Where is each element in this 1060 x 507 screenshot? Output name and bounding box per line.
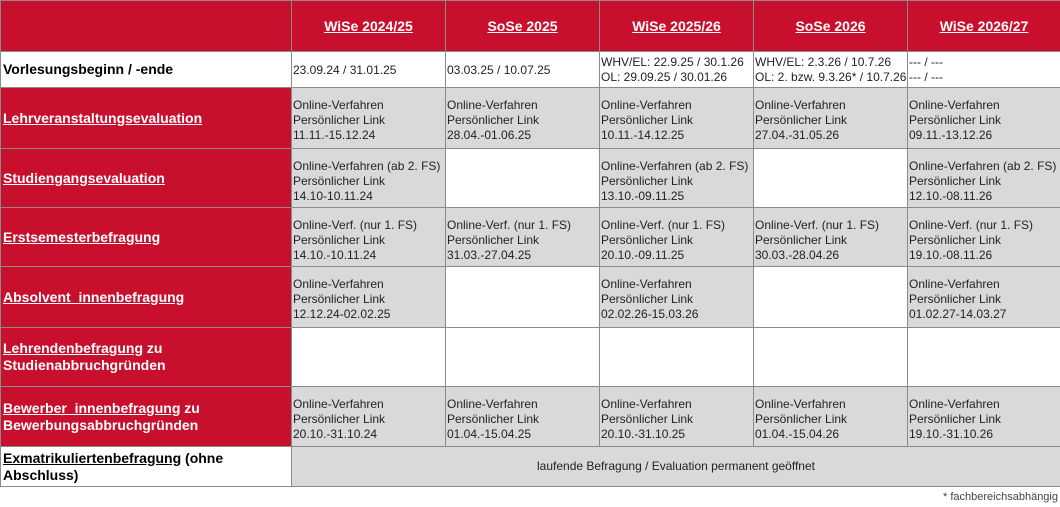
schedule-cell	[908, 387, 1060, 447]
cell-text: Persönlicher Link	[293, 233, 386, 247]
cell-text: Online-Verfahren	[447, 98, 538, 112]
cell-text: Online-Verfahren	[293, 277, 384, 291]
cell-text: Persönlicher Link	[909, 412, 1002, 426]
schedule-cell	[446, 328, 600, 387]
cell-text: 12.12.24-02.02.25	[293, 307, 391, 321]
schedule-cell	[600, 88, 754, 149]
row-label	[1, 208, 292, 267]
cell-text: Persönlicher Link	[909, 233, 1002, 247]
cell-text: Online-Verfahren	[601, 277, 692, 291]
cell-text: 10.11.-14.12.25	[601, 128, 685, 142]
header-corner	[1, 1, 292, 52]
schedule-cell	[446, 52, 600, 88]
row-label-text: Bewerbungsabbruchgründen	[3, 416, 199, 433]
cell-text: 28.04.-01.06.25	[447, 128, 532, 142]
row-label	[1, 267, 292, 328]
cell-text: 11.11.-15.12.24	[293, 128, 376, 142]
cell-text: WHV/EL: 2.3.26 / 10.7.26	[755, 55, 892, 69]
cell-text: --- / ---	[909, 55, 943, 69]
cell-text: Persönlicher Link	[293, 292, 386, 306]
lecture-period-row	[1, 52, 1060, 88]
row-label	[1, 447, 292, 487]
cell-text: Online-Verfahren (ab 2. FS)	[601, 159, 749, 173]
cell-text: 23.09.24 / 31.01.25	[293, 63, 397, 77]
cell-text: Persönlicher Link	[601, 412, 694, 426]
cell-text: 09.11.-13.12.26	[909, 128, 993, 142]
semester-label: WiSe 2026/27	[939, 17, 1029, 34]
program-evaluation-row	[1, 149, 1060, 208]
cell-text: Persönlicher Link	[447, 113, 540, 127]
schedule-cell	[754, 149, 908, 208]
schedule-cell	[446, 208, 600, 267]
cell-text: Persönlicher Link	[601, 292, 694, 306]
schedule-cell	[754, 208, 908, 267]
graduate-survey-row	[1, 267, 1060, 328]
schedule-cell	[292, 267, 446, 328]
cell-text: Persönlicher Link	[909, 292, 1002, 306]
schedule-cell	[754, 267, 908, 328]
cell-text: Online-Verfahren	[909, 397, 1000, 411]
schedule-cell	[908, 88, 1060, 149]
schedule-cell	[600, 208, 754, 267]
semester-header	[908, 1, 1060, 52]
footnote: * fachbereichsabhängig	[943, 491, 1058, 503]
cell-text: Online-Verfahren	[293, 397, 384, 411]
cell-text: OL: 29.09.25 / 30.01.26	[601, 70, 728, 84]
schedule-cell	[600, 267, 754, 328]
row-label-text: Erstsemesterbefragung	[3, 228, 161, 245]
cell-text: Persönlicher Link	[601, 174, 694, 188]
cell-text: 03.03.25 / 10.07.25	[447, 63, 551, 77]
schedule-cell	[292, 328, 446, 387]
exmatriculation-survey-row	[1, 447, 1060, 487]
schedule-cell	[446, 387, 600, 447]
cell-text: Persönlicher Link	[447, 233, 540, 247]
row-label-text: Exmatrikuliertenbefragung	[3, 449, 182, 466]
cell-text: Persönlicher Link	[447, 412, 540, 426]
cell-text: 27.04.-31.05.26	[755, 128, 840, 142]
row-label-text: Lehrveranstaltungsevaluation	[3, 109, 203, 126]
cell-text: Persönlicher Link	[293, 412, 386, 426]
cell-text: Online-Verf. (nur 1. FS)	[293, 218, 418, 232]
cell-text: Persönlicher Link	[755, 113, 848, 127]
cell-text: OL: 2. bzw. 9.3.26* / 10.7.26	[755, 70, 907, 84]
row-label	[1, 52, 292, 88]
cell-text: Online-Verfahren	[755, 397, 846, 411]
semester-header	[754, 1, 908, 52]
row-label	[1, 387, 292, 447]
cell-text: Online-Verfahren	[601, 397, 692, 411]
cell-text: 12.10.-08.11.26	[909, 189, 993, 203]
row-label-text: Vorlesungsbeginn / -ende	[3, 61, 174, 77]
schedule-cell	[754, 52, 908, 88]
row-label-text: Lehrendenbefragung	[3, 340, 144, 356]
applicant-dropout-survey-row	[1, 387, 1060, 447]
schedule-cell	[600, 328, 754, 387]
schedule-cell	[908, 328, 1060, 387]
cell-text: 01.04.-15.04.25	[447, 427, 532, 441]
cell-text: Online-Verf. (nur 1. FS)	[601, 218, 726, 232]
cell-text: WHV/EL: 22.9.25 / 30.1.26	[601, 55, 744, 69]
cell-text: 30.03.-28.04.26	[755, 248, 840, 262]
schedule-cell	[292, 149, 446, 208]
schedule-cell	[600, 52, 754, 88]
row-label-text: zu	[143, 340, 163, 356]
schedule-cell	[600, 387, 754, 447]
cell-text: 20.10.-31.10.25	[601, 427, 686, 441]
header-row	[1, 1, 1060, 52]
schedule-cell	[292, 387, 446, 447]
schedule-cell	[754, 328, 908, 387]
merged-permanent-cell: laufende Befragung / Evaluation permanent geöffnet	[292, 447, 1060, 487]
semester-label: SoSe 2026	[795, 17, 866, 34]
cell-text: Online-Verf. (nur 1. FS)	[447, 218, 572, 232]
semester-header	[600, 1, 754, 52]
row-label-text: Absolvent_innenbefragung	[3, 288, 185, 305]
cell-text: 31.03.-27.04.25	[447, 248, 532, 262]
row-label	[1, 88, 292, 149]
first-semester-survey-row	[1, 208, 1060, 267]
cell-text: Online-Verfahren	[909, 98, 1000, 112]
lecturer-dropout-survey-row	[1, 328, 1060, 387]
cell-text: 13.10.-09.11.25	[601, 189, 685, 203]
schedule-cell	[908, 149, 1060, 208]
cell-text: 19.10.-08.11.26	[909, 248, 993, 262]
schedule-cell	[754, 387, 908, 447]
cell-text: Persönlicher Link	[909, 113, 1002, 127]
cell-text: 01.02.27-14.03.27	[909, 307, 1007, 321]
cell-text: Online-Verfahren	[293, 98, 384, 112]
cell-text: Online-Verf. (nur 1. FS)	[755, 218, 880, 232]
cell-text: --- / ---	[909, 70, 943, 84]
cell-text: 20.10.-09.11.25	[601, 248, 685, 262]
cell-text: 19.10.-31.10.26	[909, 427, 994, 441]
cell-text: Online-Verfahren (ab 2. FS)	[293, 159, 441, 173]
cell-text: Persönlicher Link	[755, 233, 848, 247]
schedule-cell	[908, 208, 1060, 267]
cell-text: Online-Verfahren	[909, 277, 1000, 291]
schedule-cell	[446, 149, 600, 208]
schedule-cell	[292, 208, 446, 267]
row-label-text: Abschluss)	[3, 466, 79, 483]
cell-text: Online-Verfahren	[755, 98, 846, 112]
cell-text: Persönlicher Link	[755, 412, 848, 426]
course-evaluation-row	[1, 88, 1060, 149]
row-label-text: Studiengangsevaluation	[3, 169, 165, 186]
cell-text: Persönlicher Link	[601, 233, 694, 247]
schedule-cell	[908, 267, 1060, 328]
cell-text: 02.02.26-15.03.26	[601, 307, 699, 321]
cell-text: 14.10-10.11.24	[293, 189, 373, 203]
schedule-cell	[754, 88, 908, 149]
row-label-text: (ohne	[181, 449, 224, 466]
row-label-text: Studienabbruchgründen	[3, 357, 166, 373]
semester-header	[292, 1, 446, 52]
cell-text: Persönlicher Link	[909, 174, 1002, 188]
cell-text: 01.04.-15.04.26	[755, 427, 840, 441]
schedule-cell	[446, 88, 600, 149]
cell-text: 20.10.-31.10.24	[293, 427, 378, 441]
cell-text: Persönlicher Link	[293, 113, 386, 127]
cell-text: Online-Verfahren (ab 2. FS)	[909, 159, 1057, 173]
cell-text: Online-Verf. (nur 1. FS)	[909, 218, 1034, 232]
schedule-cell	[600, 149, 754, 208]
cell-text: Online-Verfahren	[447, 397, 538, 411]
row-label-text: zu	[180, 399, 200, 416]
schedule-cell	[292, 88, 446, 149]
cell-text: Persönlicher Link	[293, 174, 386, 188]
semester-label: WiSe 2024/25	[324, 17, 413, 34]
schedule-cell	[908, 52, 1060, 88]
semester-label: SoSe 2025	[487, 17, 558, 34]
cell-text: 14.10.-10.11.24	[293, 248, 377, 262]
schedule-cell	[446, 267, 600, 328]
row-label	[1, 149, 292, 208]
cell-text: Online-Verfahren	[601, 98, 692, 112]
semester-label: WiSe 2025/26	[632, 17, 721, 34]
row-label	[1, 328, 292, 387]
schedule-cell	[292, 52, 446, 88]
cell-text: Persönlicher Link	[601, 113, 694, 127]
semester-header	[446, 1, 600, 52]
row-label-text: Bewerber_innenbefragung	[3, 399, 181, 416]
